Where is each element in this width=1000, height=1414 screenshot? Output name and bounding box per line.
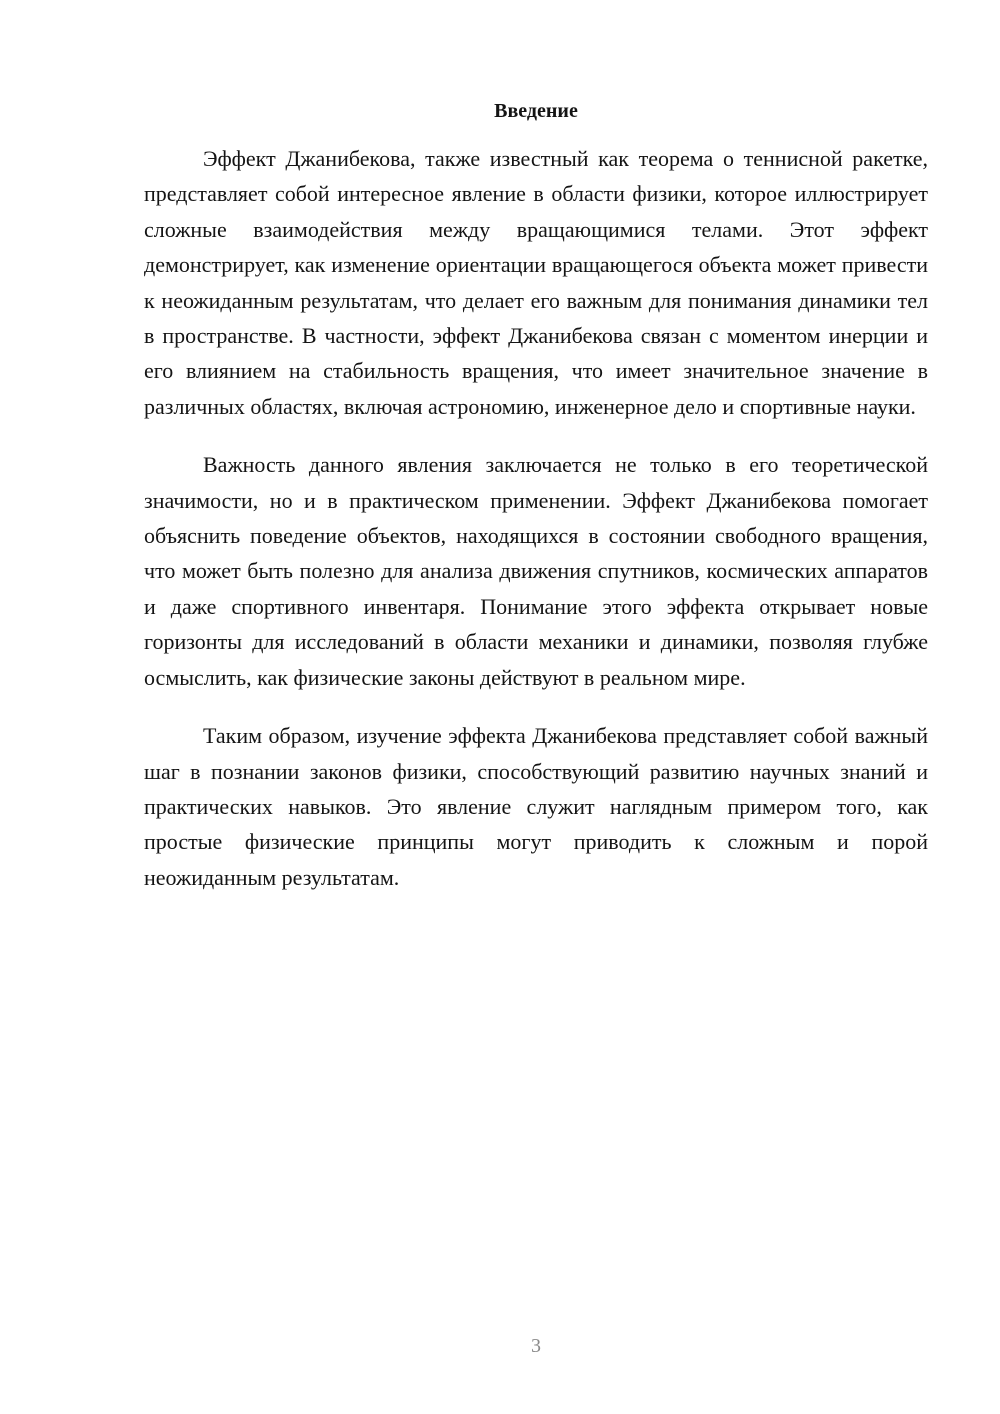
body-text [144, 141, 928, 918]
section-heading: Введение [494, 100, 578, 122]
paragraph: Важность данного явления заключается не только в его теоретической значимости, но и в практическом применении. Эффект Джанибекова помогает объяснить поведение объектов, находящихся в состоянии свободного вращения, что может быть полезно для анализа движения спутников, космических аппаратов и даже спортивного инвентаря. Понимание этого эффекта открывает новые горизонты для исследований в области механики и динамики, позволяя глубже осмыслить, как физические законы действуют в реальном мире. [144, 452, 928, 690]
paragraph: Таким образом, изучение эффекта Джанибекова представляет собой важный шаг в познании законов физики, способствующий развитию научных знаний и практических навыков. Это явление служит наглядным примером того, как простые физические принципы могут приводить к сложным и порой неожиданным результатам. [144, 723, 928, 890]
paragraph: Эффект Джанибекова, также известный как теорема о теннисной ракетке, представляет собой интересное явление в области физики, которое иллюстрирует сложные взаимодействия между вращающимися телами. Этот эффект демонстрирует, как изменение ориентации вращающегося объекта может привести к неожиданным результатам, что делает его важным для понимания динамики тел в пространстве. В частности, эффект Джанибекова связан с моментом инерции и его влиянием на стабильность вращения, что имеет значительное значение в различных областях, включая астрономию, инженерное дело и спортивные науки. [144, 146, 928, 419]
page-number: 3 [531, 1335, 541, 1357]
